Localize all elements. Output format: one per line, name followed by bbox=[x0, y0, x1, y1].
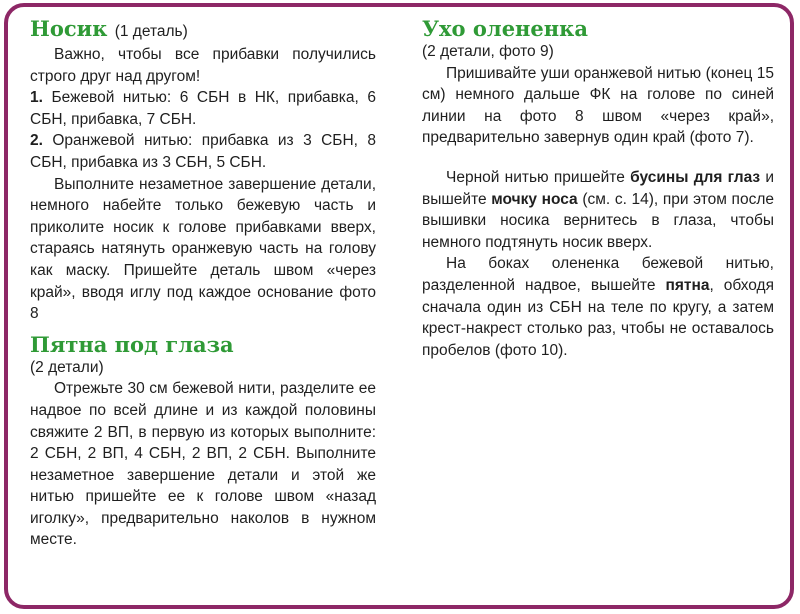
spots-body-term: пятна bbox=[665, 276, 710, 294]
nosik-step-1-text: Бежевой нитью: 6 СБН в НК, прибавка, 6 СБН, прибавка, 7 СБН. bbox=[30, 89, 376, 128]
eyes-paragraph bbox=[422, 167, 774, 253]
spots-body-text-c: , обходя сначала один из СБН на теле по кругу, а затем крест-накрест столько раз, чтобы не оставалось пробелов (фото 10). bbox=[422, 276, 774, 359]
nosik-step-1 bbox=[30, 87, 376, 130]
spacer bbox=[422, 149, 774, 167]
section-title-ear: Ухо олененка bbox=[422, 16, 588, 41]
page-frame bbox=[4, 3, 794, 609]
nosik-step-2 bbox=[30, 130, 376, 173]
nosik-step-2-number: 2. bbox=[30, 132, 43, 150]
section-title-spots: Пятна под глаза bbox=[30, 331, 234, 357]
nosik-intro: Важно, чтобы все прибавки получились строго друг над другом! bbox=[30, 46, 376, 85]
left-column bbox=[30, 17, 376, 551]
spots-body-paragraph bbox=[422, 253, 774, 361]
eyes-text-a: Черной нитью пришейте bbox=[446, 168, 631, 186]
nosik-step-2-text: Оранжевой нитью: прибавка из 3 СБН, 8 СБН, прибавка из 3 СБН, 5 СБН. bbox=[30, 132, 376, 171]
section-title-nosik bbox=[30, 17, 376, 44]
section-note-nosik: (1 деталь) bbox=[114, 23, 188, 40]
spots-body-text-a: На боках олененка бежевой нитью, разделенной надвое, вышейте bbox=[422, 255, 774, 294]
section-note-ear: (2 детали, фото 9) bbox=[422, 43, 554, 60]
nosik-finish: Выполните незаметное завершение детали, немного набейте только бежевую часть и приколите носик к голове прибавками вверх, стараясь натянуть оранжевую часть на голову как маску. Пришейте деталь швом «через край», вводя иглу под каждое основание фото 8 bbox=[30, 175, 376, 323]
eyes-beads-term: бусины для глаз bbox=[630, 168, 761, 186]
ear-text: Пришивайте уши оранжевой нитью (конец 15 см) немного дальше ФК на голове по синей линии на фото 8 швом «через край», предварительно завернув один край (фото 7). bbox=[422, 64, 774, 147]
eyes-text-c: и вышейте bbox=[422, 168, 774, 208]
eyes-text-d: (см. с. 14), при этом после вышивки носика вернитесь в глаза, чтобы немного подтянуть носик вверх. bbox=[422, 190, 774, 251]
spots-text: Отрежьте 30 см бежевой нити, разделите ее надвое по всей длине и из каждой половины свяжите 2 ВП, в первую из которых выполните: 2 СБН, 2 ВП, 4 СБН, 2 ВП, 2 СБН. Выполните незаметное завершение детали и этой же нитью пришейте ее к голове швом «назад иголку», предварительно наколов в нужном месте. bbox=[30, 380, 376, 549]
right-column bbox=[422, 17, 774, 361]
section-note-spots: (2 детали) bbox=[30, 358, 104, 376]
nosik-step-1-number: 1. bbox=[30, 89, 43, 107]
eyes-nose-term: мочку носа bbox=[491, 190, 578, 208]
section-title-nosik-text: Носик bbox=[30, 16, 108, 41]
